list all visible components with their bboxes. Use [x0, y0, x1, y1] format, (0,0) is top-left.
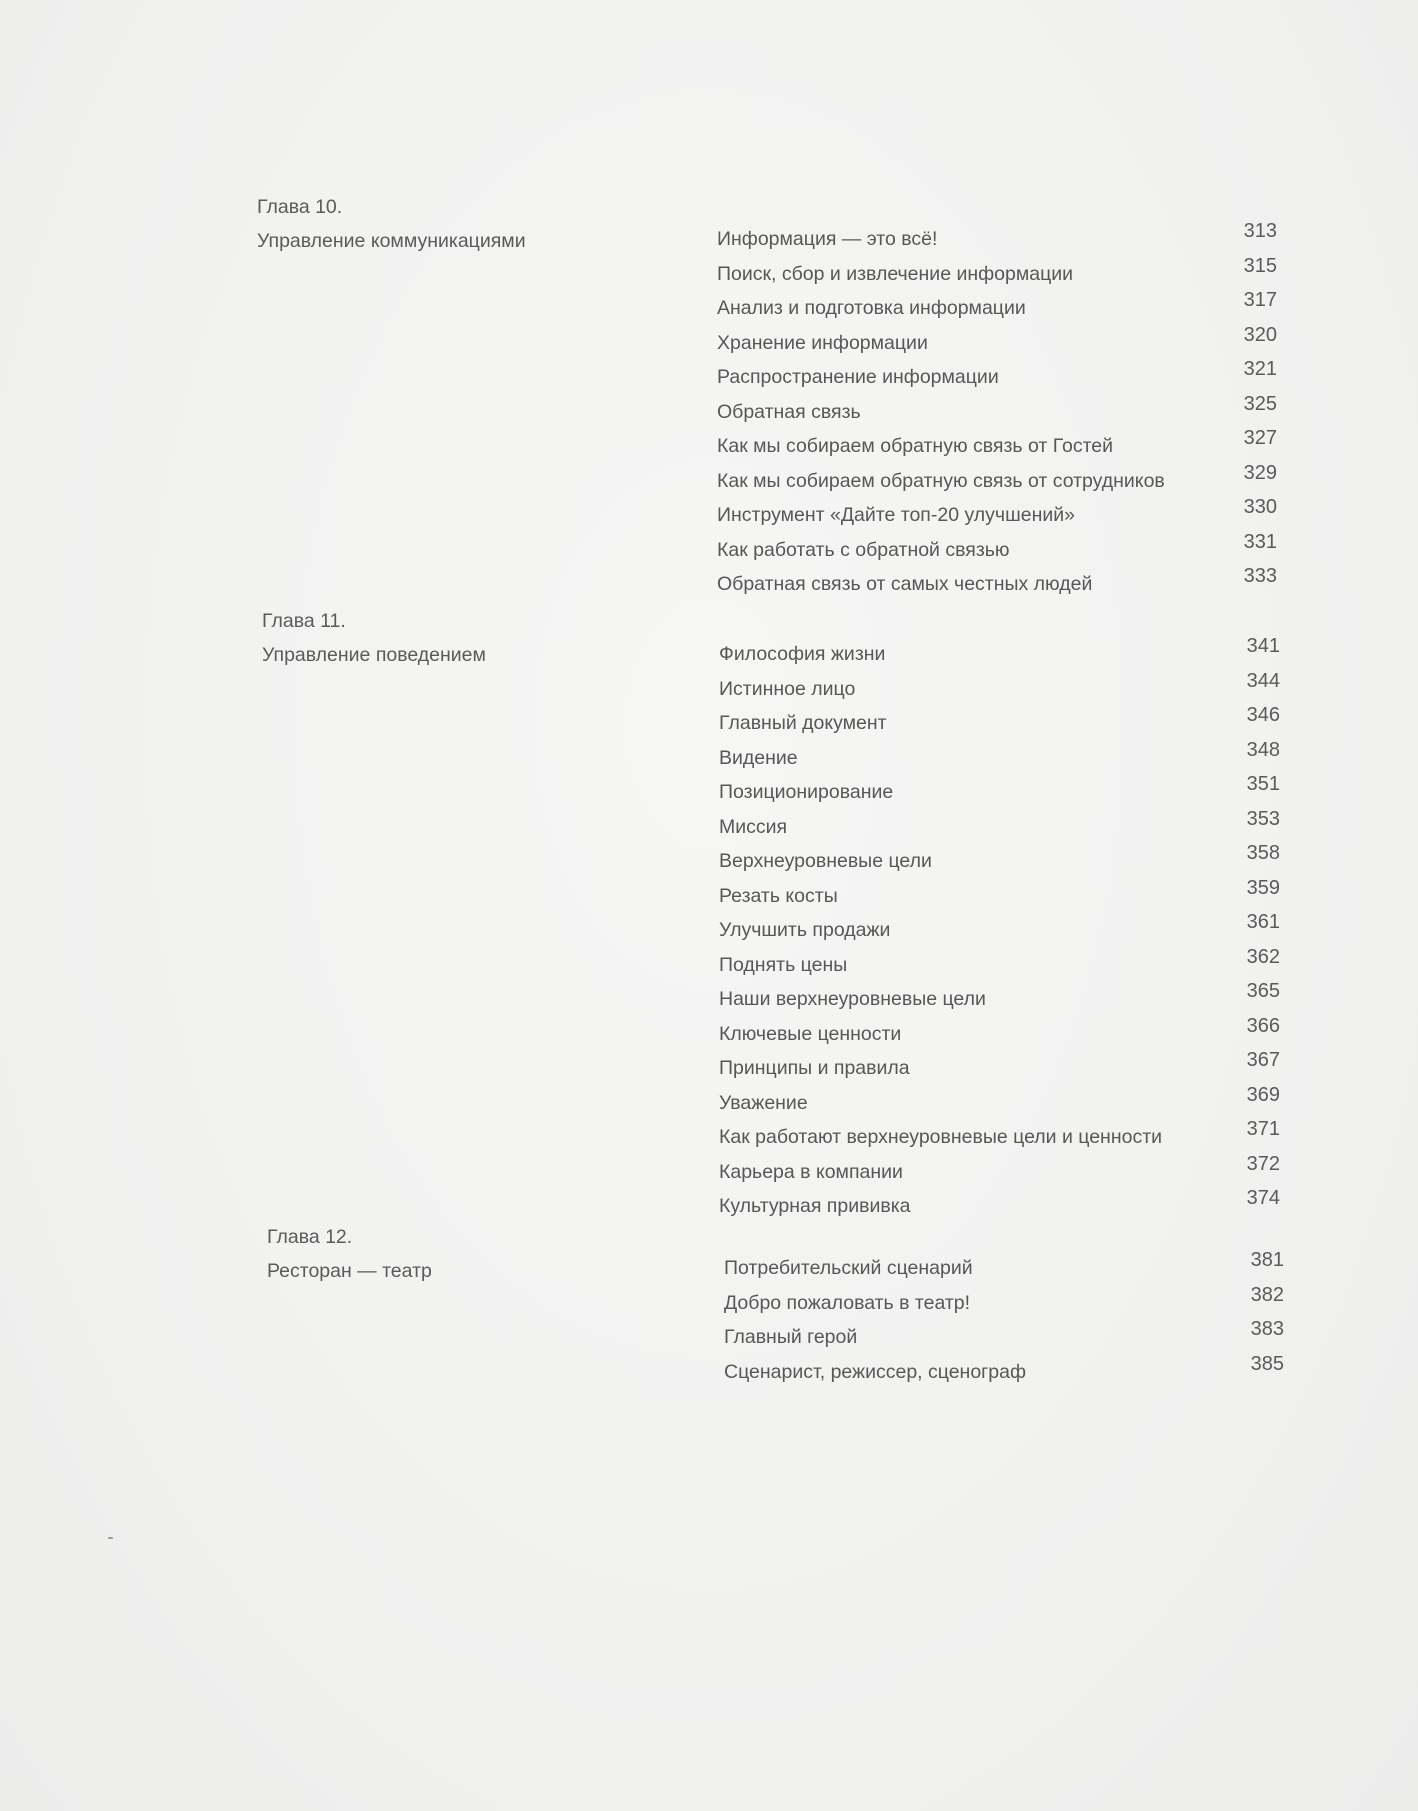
- entry-title: Как мы собираем обратную связь от сотрудников: [717, 469, 1165, 492]
- entry-title: Позиционирование: [719, 781, 894, 803]
- toc-entry: [717, 323, 1277, 361]
- entry-title: Как работать с обратной связью: [717, 538, 1010, 561]
- entry-title: Уважение: [719, 1091, 808, 1114]
- entry-title: Карьера в компании: [719, 1160, 903, 1183]
- toc-entry: [717, 291, 1277, 326]
- toc-entry: [719, 1152, 1280, 1190]
- entry-page-number: 346: [1246, 704, 1280, 726]
- toc-entry: [717, 530, 1277, 568]
- entry-page-number: 321: [1243, 358, 1277, 380]
- chapter-heading: [257, 190, 526, 258]
- entry-page-number: 353: [1246, 807, 1280, 830]
- toc-entry: [724, 1352, 1284, 1390]
- chapter-entries: [724, 1251, 1284, 1389]
- toc-entry: [719, 775, 1280, 810]
- entry-page-number: 330: [1243, 496, 1277, 518]
- chapter-title: Управление поведением: [262, 644, 486, 666]
- entry-title: Обратная связь: [717, 400, 861, 423]
- toc-entry: [719, 807, 1280, 845]
- entry-title: Резать косты: [719, 884, 838, 907]
- toc-entry: [719, 1120, 1280, 1155]
- entry-page-number: 327: [1243, 427, 1277, 449]
- entry-title: Верхнеуровневые цели: [719, 850, 932, 872]
- toc-entry: [719, 1051, 1280, 1086]
- chapter-number: Глава 11.: [262, 610, 346, 632]
- entry-title: Инструмент «Дайте топ-20 улучшений»: [717, 504, 1075, 526]
- entry-page-number: 333: [1243, 565, 1277, 587]
- entry-title: Как мы собираем обратную связь от Гостей: [717, 435, 1114, 457]
- entry-page-number: 325: [1243, 392, 1277, 415]
- entry-title: Поиск, сбор и извлечение информации: [717, 262, 1074, 285]
- toc-entry: [719, 945, 1280, 983]
- entry-page-number: 317: [1243, 289, 1277, 311]
- toc-entry: [717, 567, 1277, 602]
- entry-title: Добро пожаловать в театр!: [724, 1291, 971, 1314]
- entry-title: Сценарист, режиссер, сценограф: [724, 1360, 1027, 1383]
- entry-title: Хранение информации: [717, 331, 928, 354]
- entry-page-number: 369: [1246, 1083, 1280, 1106]
- toc-entry: [717, 461, 1277, 499]
- entry-page-number: 385: [1250, 1352, 1284, 1375]
- toc-entry: [719, 844, 1280, 879]
- entry-title: Философия жизни: [719, 643, 886, 665]
- toc-entry: [717, 254, 1277, 292]
- chapter-number: Глава 12.: [267, 1226, 353, 1248]
- entry-page-number: 351: [1246, 773, 1280, 795]
- entry-title: Истинное лицо: [719, 677, 856, 700]
- entry-page-number: 320: [1243, 323, 1277, 346]
- entry-page-number: 365: [1246, 980, 1280, 1002]
- entry-title: Распространение информации: [717, 366, 999, 388]
- entry-title: Улучшить продажи: [719, 919, 891, 941]
- toc-entry: [719, 1189, 1280, 1224]
- entry-title: Миссия: [719, 815, 788, 838]
- entry-title: Главный документ: [719, 712, 887, 734]
- chapter-title: Управление коммуникациями: [257, 230, 526, 252]
- chapter-heading: [267, 1220, 432, 1288]
- chapter-entries: [717, 222, 1277, 602]
- chapter-heading: [262, 604, 486, 672]
- chapter-number: Глава 10.: [257, 196, 343, 218]
- entry-page-number: 367: [1246, 1049, 1280, 1071]
- entry-page-number: 359: [1246, 876, 1280, 899]
- entry-page-number: 341: [1246, 635, 1280, 657]
- toc-entry: [719, 706, 1280, 741]
- entry-title: Обратная связь от самых честных людей: [717, 573, 1093, 595]
- toc-entry: [717, 498, 1277, 533]
- entry-page-number: 362: [1246, 945, 1280, 968]
- entry-page-number: 372: [1246, 1152, 1280, 1175]
- toc-entry: [719, 637, 1280, 672]
- entry-title: Видение: [719, 746, 798, 769]
- toc-entry: [717, 222, 1277, 257]
- toc-entry: [719, 669, 1280, 707]
- entry-title: Информация — это всё!: [717, 228, 938, 250]
- chapter-title: Ресторан — театр: [267, 1260, 432, 1282]
- entry-page-number: 366: [1246, 1014, 1280, 1037]
- entry-title: Поднять цены: [719, 953, 848, 976]
- entry-title: Наши верхнеуровневые цели: [719, 988, 986, 1010]
- toc-entry: [724, 1283, 1284, 1321]
- toc-entry: [724, 1320, 1284, 1355]
- entry-page-number: 381: [1250, 1249, 1284, 1271]
- entry-page-number: 315: [1243, 254, 1277, 277]
- entry-page-number: 358: [1246, 842, 1280, 864]
- entry-page-number: 371: [1246, 1118, 1280, 1140]
- entry-title: Принципы и правила: [719, 1057, 910, 1079]
- entry-page-number: 329: [1243, 461, 1277, 484]
- toc-entry: [719, 1083, 1280, 1121]
- entry-page-number: 348: [1246, 738, 1280, 761]
- toc-entry: [719, 876, 1280, 914]
- toc-entry: [719, 982, 1280, 1017]
- toc-entry: [719, 913, 1280, 948]
- entry-page-number: 383: [1250, 1318, 1284, 1340]
- entry-title: Главный герой: [724, 1326, 858, 1348]
- entry-title: Анализ и подготовка информации: [717, 297, 1026, 319]
- toc-entry: [719, 738, 1280, 776]
- paper-speck: [108, 1537, 113, 1539]
- entry-title: Ключевые ценности: [719, 1022, 902, 1045]
- entry-title: Культурная прививка: [719, 1195, 911, 1217]
- entry-page-number: 331: [1243, 530, 1277, 553]
- entry-page-number: 382: [1250, 1283, 1284, 1306]
- toc-entry: [724, 1251, 1284, 1286]
- entry-page-number: 374: [1246, 1187, 1280, 1209]
- toc-entry: [717, 429, 1277, 464]
- entry-title: Потребительский сценарий: [724, 1257, 973, 1279]
- entry-page-number: 313: [1243, 220, 1277, 242]
- entry-page-number: 361: [1246, 911, 1280, 933]
- toc-entry: [719, 1014, 1280, 1052]
- chapter-entries: [719, 637, 1280, 1224]
- toc-entry: [717, 392, 1277, 430]
- toc-entry: [717, 360, 1277, 395]
- entry-page-number: 344: [1246, 669, 1280, 692]
- entry-title: Как работают верхнеуровневые цели и ценности: [719, 1126, 1163, 1148]
